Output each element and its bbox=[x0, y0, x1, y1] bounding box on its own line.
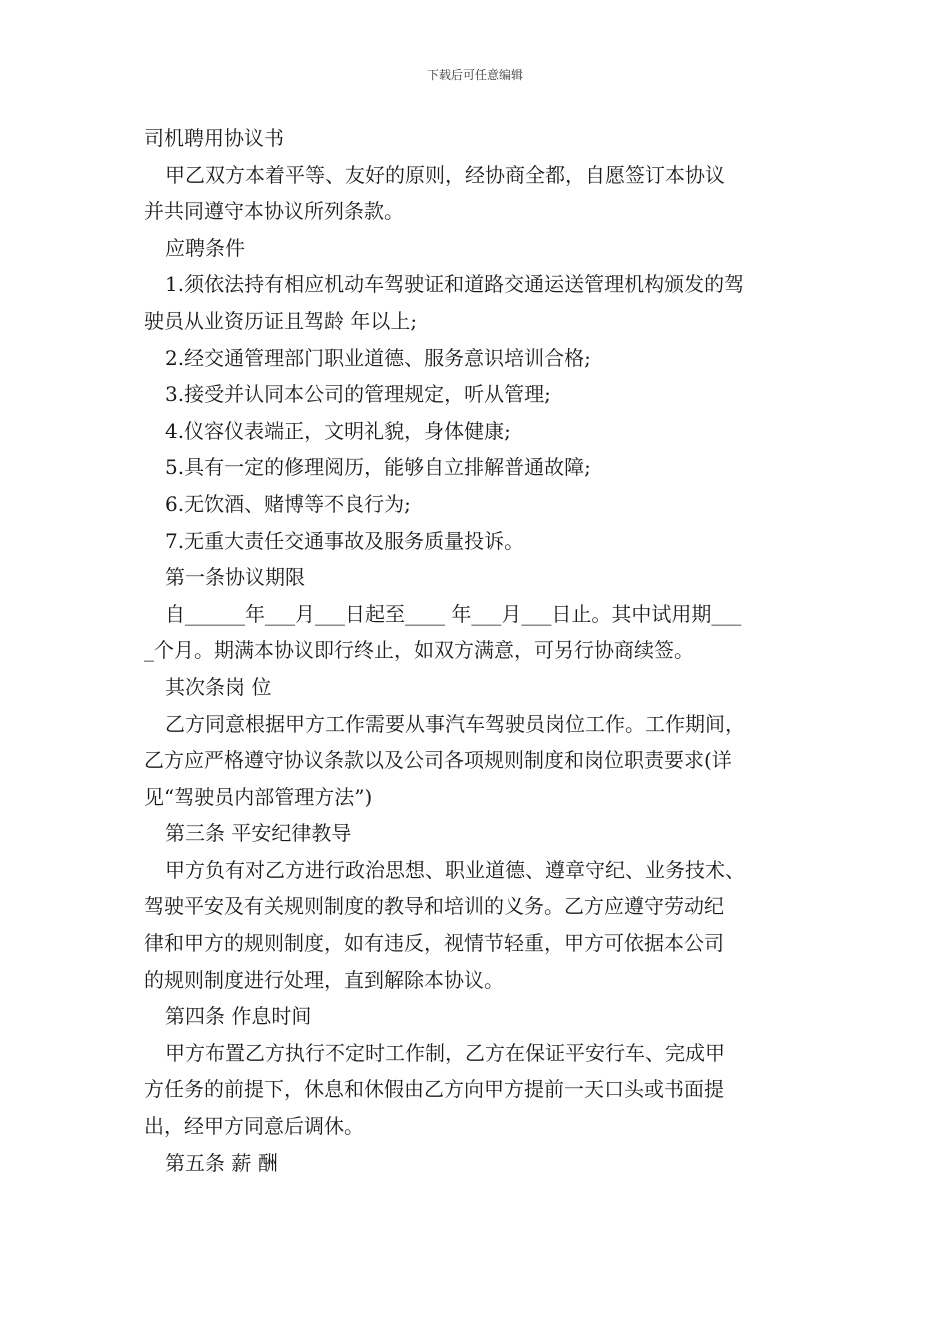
text-line: 3.接受并认同本公司的管理规定，听从管理; bbox=[165, 382, 551, 407]
text-line: 第三条 平安纪律教导 bbox=[165, 821, 352, 846]
document-body bbox=[144, 120, 816, 1181]
document-title: 司机聘用协议书 bbox=[144, 126, 284, 150]
text-line: 自______年___月___日起至____ 年___月___日止。其中试用期___ bbox=[165, 601, 742, 626]
text-line: 第一条协议期限 bbox=[165, 565, 305, 590]
text-line: 第五条 薪 酬 bbox=[165, 1150, 278, 1175]
text-line: _个月。期满本协议即行终止，如双方满意，可另行协商续签。 bbox=[144, 638, 694, 663]
text-line: 2.经交通管理部门职业道德、服务意识培训合格; bbox=[165, 345, 591, 370]
text-line: 出，经甲方同意后调休。 bbox=[144, 1114, 364, 1139]
text-line: 5.具有一定的修理阅历，能够自立排解普通故障; bbox=[165, 455, 591, 480]
text-line: 甲方负有对乙方进行政治思想、职业道德、遵章守纪、业务技术、 bbox=[165, 857, 745, 882]
text-line: 并共同遵守本协议所列条款。 bbox=[144, 199, 404, 224]
page-header: 下载后可任意编辑 bbox=[426, 68, 523, 82]
text-line: 驶员从业资历证且驾龄 年以上; bbox=[144, 308, 418, 333]
text-line: 1.须依法持有相应机动车驾驶证和道路交通运送管理机构颁发的驾 bbox=[165, 272, 745, 297]
text-line: 律和甲方的规则制度，如有违反，视情节轻重，甲方可依据本公司 bbox=[144, 931, 724, 956]
text-line: 其次条岗 位 bbox=[165, 674, 272, 699]
text-line: 6.无饮酒、赌博等不良行为; bbox=[165, 491, 411, 516]
text-line: 乙方同意根据甲方工作需要从事汽车驾驶员岗位工作。工作期间， bbox=[165, 711, 745, 736]
text-line: 方任务的前提下，休息和休假由乙方向甲方提前一天口头或书面提 bbox=[144, 1077, 724, 1102]
text-line: 应聘条件 bbox=[165, 235, 245, 260]
text-line: 4.仪容仪表端正，文明礼貌，身体健康; bbox=[165, 418, 511, 443]
text-line: 见“驾驶员内部管理方法”) bbox=[144, 784, 373, 809]
text-line: 的规则制度进行处理，直到解除本协议。 bbox=[144, 967, 504, 992]
text-line: 乙方应严格遵守协议条款以及公司各项规则制度和岗位职责要求(详 bbox=[144, 748, 732, 773]
text-line: 甲方布置乙方执行不定时工作制，乙方在保证平安行车、完成甲 bbox=[165, 1040, 725, 1065]
text-line: 7.无重大责任交通事故及服务质量投诉。 bbox=[165, 528, 525, 553]
text-line: 第四条 作息时间 bbox=[165, 1004, 312, 1029]
text-line: 甲乙双方本着平等、友好的原则，经协商全都，自愿签订本协议 bbox=[165, 162, 725, 187]
text-line: 驾驶平安及有关规则制度的教导和培训的义务。乙方应遵守劳动纪 bbox=[144, 894, 724, 919]
